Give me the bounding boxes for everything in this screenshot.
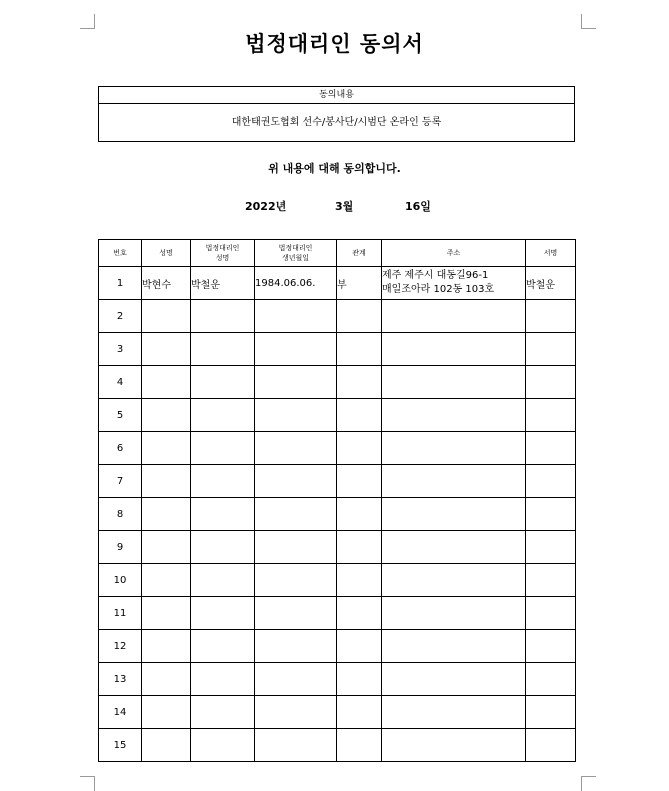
row-name [142, 729, 191, 762]
row-name: 박현수 [142, 267, 191, 300]
header-signature: 서명 [526, 240, 576, 267]
header-relation: 관계 [337, 240, 382, 267]
row-address [382, 432, 526, 465]
row-guardian-birth [255, 465, 337, 498]
row-relation [337, 729, 382, 762]
table-row [99, 366, 576, 399]
row-number: 2 [99, 300, 142, 333]
row-number: 6 [99, 432, 142, 465]
row-guardian-birth [255, 399, 337, 432]
header-no: 번호 [99, 240, 142, 267]
header-guardian-name-line1: 법정대리인 [205, 244, 240, 252]
row-guardian-name [191, 465, 255, 498]
row-number: 8 [99, 498, 142, 531]
row-relation [337, 696, 382, 729]
row-guardian-name [191, 564, 255, 597]
row-signature [526, 597, 576, 630]
row-number: 15 [99, 729, 142, 762]
row-address [382, 663, 526, 696]
row-signature [526, 333, 576, 366]
row-guardian-birth [255, 333, 337, 366]
row-number: 5 [99, 399, 142, 432]
row-address [382, 531, 526, 564]
row-name [142, 399, 191, 432]
row-guardian-name [191, 333, 255, 366]
table-header-row [99, 240, 576, 267]
row-guardian-name [191, 597, 255, 630]
row-signature [526, 531, 576, 564]
row-address [382, 366, 526, 399]
table-row [99, 630, 576, 663]
row-guardian-name [191, 432, 255, 465]
row-guardian-birth [255, 498, 337, 531]
table-row [99, 465, 576, 498]
table-row [99, 498, 576, 531]
row-guardian-name: 박철운 [191, 267, 255, 300]
row-address [382, 498, 526, 531]
table-row [99, 597, 576, 630]
header-guardian-name [191, 240, 255, 267]
row-guardian-name [191, 729, 255, 762]
date-month: 3월 [335, 200, 354, 213]
row-guardian-name [191, 531, 255, 564]
row-relation [337, 300, 382, 333]
date-year: 2022년 [245, 200, 287, 213]
date-day: 16일 [405, 200, 431, 213]
table-row [99, 333, 576, 366]
row-name [142, 498, 191, 531]
row-number: 13 [99, 663, 142, 696]
row-signature [526, 696, 576, 729]
row-relation [337, 630, 382, 663]
row-signature [526, 663, 576, 696]
row-relation [337, 531, 382, 564]
page-corner-top-left [80, 14, 95, 29]
row-guardian-name [191, 630, 255, 663]
row-guardian-name [191, 366, 255, 399]
row-guardian-birth: 1984.06.06. [255, 267, 337, 300]
row-number: 1 [99, 267, 142, 300]
document-title: 법정대리인 동의서 [245, 32, 424, 56]
row-guardian-birth [255, 729, 337, 762]
table-row [99, 267, 576, 300]
row-number: 3 [99, 333, 142, 366]
row-guardian-birth [255, 630, 337, 663]
row-address [382, 333, 526, 366]
row-address [382, 465, 526, 498]
row-name [142, 300, 191, 333]
page-corner-bottom-left [80, 776, 95, 791]
row-name [142, 597, 191, 630]
row-relation: 부 [337, 267, 382, 300]
row-relation [337, 498, 382, 531]
page-corner-top-right [581, 14, 596, 29]
row-name [142, 663, 191, 696]
row-name [142, 696, 191, 729]
row-name [142, 630, 191, 663]
row-name [142, 333, 191, 366]
row-guardian-birth [255, 663, 337, 696]
header-guardian-birth-line2: 생년월일 [281, 254, 310, 262]
table-row [99, 399, 576, 432]
row-guardian-birth [255, 531, 337, 564]
row-relation [337, 465, 382, 498]
row-address [382, 696, 526, 729]
row-guardian-name [191, 663, 255, 696]
agree-statement: 위 내용에 대해 동의합니다. [268, 162, 401, 175]
row-relation [337, 333, 382, 366]
row-signature [526, 465, 576, 498]
row-guardian-name [191, 696, 255, 729]
row-address-line1: 제주 제주시 대동길96-1 [382, 270, 489, 281]
row-name [142, 366, 191, 399]
row-signature [526, 498, 576, 531]
table-row [99, 729, 576, 762]
row-guardian-birth [255, 432, 337, 465]
row-guardian-name [191, 300, 255, 333]
row-guardian-birth [255, 696, 337, 729]
row-guardian-birth [255, 564, 337, 597]
header-address: 주소 [382, 240, 526, 267]
row-signature [526, 300, 576, 333]
table-row [99, 432, 576, 465]
header-guardian-birth [255, 240, 337, 267]
row-number: 11 [99, 597, 142, 630]
row-guardian-birth [255, 366, 337, 399]
page-corner-bottom-right [581, 776, 596, 791]
consent-box [98, 86, 575, 142]
row-signature: 박철운 [526, 267, 576, 300]
row-relation [337, 366, 382, 399]
row-signature [526, 399, 576, 432]
row-signature [526, 564, 576, 597]
row-number: 4 [99, 366, 142, 399]
consent-header: 동의내용 [99, 87, 574, 104]
table-row [99, 696, 576, 729]
row-number: 9 [99, 531, 142, 564]
header-guardian-birth-line1: 법정대리인 [278, 244, 313, 252]
table-row [99, 300, 576, 333]
row-guardian-name [191, 498, 255, 531]
row-signature [526, 729, 576, 762]
row-guardian-birth [255, 300, 337, 333]
row-name [142, 432, 191, 465]
row-relation [337, 663, 382, 696]
row-relation [337, 597, 382, 630]
row-address [382, 564, 526, 597]
row-number: 7 [99, 465, 142, 498]
row-signature [526, 366, 576, 399]
row-address [382, 267, 526, 300]
row-name [142, 564, 191, 597]
row-number: 10 [99, 564, 142, 597]
row-signature [526, 630, 576, 663]
table-row [99, 564, 576, 597]
row-relation [337, 564, 382, 597]
row-address [382, 399, 526, 432]
header-guardian-name-line2: 성명 [215, 254, 230, 262]
row-signature [526, 432, 576, 465]
table-row [99, 531, 576, 564]
row-name [142, 531, 191, 564]
consent-content: 대한태권도협회 선수/봉사단/시범단 온라인 등록 [231, 117, 442, 128]
row-number: 12 [99, 630, 142, 663]
row-address [382, 597, 526, 630]
row-guardian-birth [255, 597, 337, 630]
row-relation [337, 432, 382, 465]
row-address [382, 630, 526, 663]
guardian-table [98, 239, 576, 762]
row-guardian-name [191, 399, 255, 432]
row-address-line2: 매일조아라 102동 103호 [382, 284, 495, 295]
header-name: 성명 [142, 240, 191, 267]
row-address [382, 729, 526, 762]
row-number: 14 [99, 696, 142, 729]
row-address [382, 300, 526, 333]
row-name [142, 465, 191, 498]
table-row [99, 663, 576, 696]
row-relation [337, 399, 382, 432]
